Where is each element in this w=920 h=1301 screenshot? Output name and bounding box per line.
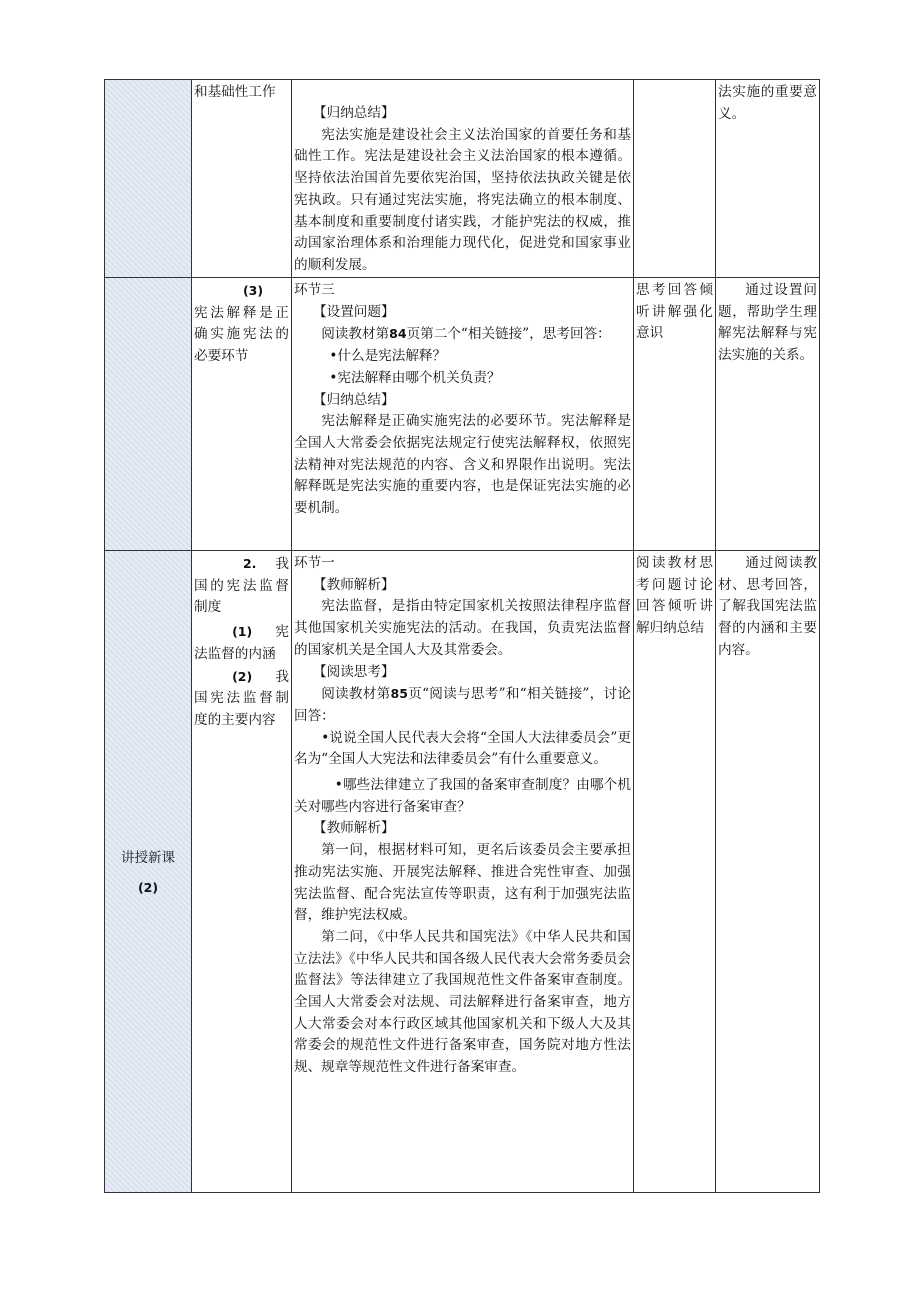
subtopic-1-text-1: 宪 <box>268 624 289 641</box>
subtopic-2-text-2: 国宪法监督制度的主要内容 <box>194 690 289 728</box>
topic-text-2: 法解释是正确实施宪法的必要环节 <box>194 304 289 365</box>
subtopic-2-number: (2) <box>232 668 253 684</box>
lesson-plan-table <box>104 79 820 1193</box>
topic-text-1: 宪 <box>194 304 211 321</box>
read-post: 页“阅读与思考”和“相关链接”，讨论回答： <box>294 686 631 724</box>
subtopic-1-text-2: 法监督的内涵 <box>194 645 276 662</box>
method-text: 阅读教材思考问题讨论回答倾听讲解归纳总结 <box>636 555 713 637</box>
question-2: •哪些法律建立了我国的备案审查制度？由哪个机关对哪些内容进行备案审查？ <box>294 777 631 815</box>
intent-text: 法实施的重要意义。 <box>718 84 817 122</box>
topic-text: 我国的宪法监督制度 <box>194 556 289 616</box>
method-text: 思考回答倾听讲解强化意识 <box>636 282 713 342</box>
read-page: 85 <box>390 686 408 702</box>
question-2: •宪法解释由哪个机关负责？ <box>329 369 501 386</box>
answer-1: 第一问，根据材料可知，更名后该委员会主要承担推动宪法实施、开展宪法解释、推进合宪性审查、加强宪法监督、配合宪法宣传等职责，这有利于加强宪法监督，维护宪法权威。 <box>294 842 631 924</box>
intent-text: 通过设置问题，帮助学生理解宪法解释与宪法实施的关系。 <box>718 282 817 364</box>
stage-cell <box>105 551 192 1193</box>
table-row <box>105 551 820 1193</box>
subtopic-2-text-1: 我 <box>268 668 289 685</box>
summary-label: 【归纳总结】 <box>313 105 395 121</box>
stage-cell <box>105 278 192 551</box>
read-label: 【阅读思考】 <box>313 663 395 680</box>
read-instruction <box>294 683 631 727</box>
method-cell <box>634 80 716 278</box>
intent-text: 通过阅读教材、思考回答，了解我国宪法监督的内涵和主要内容。 <box>718 555 817 658</box>
intent-cell <box>716 551 820 1193</box>
intent-cell <box>716 278 820 551</box>
subtopic-1-number: (1) <box>232 624 253 640</box>
stage-number: (2) <box>137 879 159 895</box>
topic-cell <box>192 80 292 278</box>
topic-heading <box>194 553 289 619</box>
question-label: 【设置问题】 <box>313 303 395 320</box>
stage-cell <box>105 80 192 278</box>
table-row <box>105 80 820 278</box>
topic-number: (3) <box>242 283 264 298</box>
read-post: 页第二个“相关链接”，思考回答： <box>406 326 611 343</box>
read-instruction <box>294 323 631 346</box>
summary-text: 宪法实施是建设社会主义法治国家的首要任务和基础性工作。宪法是建设社会主义法治国家的根本遵循。坚持依法治国首先要依宪治国，坚持依法执政关键是依宪执政。只有通过宪法实施，将宪法确立的根本制度、基本制度和重要制度付诸实践，才能护宪法的权威，推动国家治理体系和治理能力现代化，促进党和国家事业的顺利发展。 <box>294 126 631 273</box>
content-cell <box>292 278 634 551</box>
question-1: •说说全国人民代表大会将“全国人大法律委员会”更名为“全国人大宪法和法律委员会”有什么重要意义。 <box>294 729 631 768</box>
summary-text: 宪法解释是正确实施宪法的必要环节。宪法解释是全国人大常委会依据宪法规定行使宪法解释权，依照宪法精神对宪法规范的内容、含义和界限作出说明。宪法解释既是宪法实施的重要内容，也是保证宪法实施的必要机制。 <box>294 413 631 517</box>
subtopic-1 <box>194 621 289 665</box>
teacher-label-2: 【教师解析】 <box>313 820 395 837</box>
read-pre: 阅读教材第 <box>321 686 391 703</box>
content-cell <box>292 551 634 1193</box>
topic-heading <box>194 280 289 368</box>
content-cell <box>292 80 634 278</box>
teacher-label: 【教师解析】 <box>313 576 395 593</box>
question-1: •什么是宪法解释？ <box>329 348 447 365</box>
topic-cell <box>192 278 292 551</box>
summary-label: 【归纳总结】 <box>313 391 395 408</box>
subtopic-2 <box>194 666 289 732</box>
method-cell <box>634 278 716 551</box>
stage-title: 环节一 <box>294 555 335 571</box>
table-row <box>105 278 820 551</box>
topic-cell <box>192 551 292 1193</box>
intent-cell <box>716 80 820 278</box>
read-pre: 阅读教材第 <box>321 326 390 343</box>
topic-text: 和基础性工作 <box>194 84 276 100</box>
teacher-text: 宪法监督，是指由特定国家机关按照法律程序监督其他国家机关实施宪法的活动。在我国，负责宪法监督的国家机关是全国人大及其常委会。 <box>294 598 631 658</box>
stage-label: 讲授新课 <box>121 849 175 866</box>
topic-number: 2. <box>242 556 257 571</box>
stage-title: 环节三 <box>294 282 335 298</box>
read-page: 84 <box>389 326 407 342</box>
method-cell <box>634 551 716 1193</box>
answer-2: 第二问，《中华人民共和国宪法》《中华人民共和国立法法》《中华人民共和国各级人民代表大会常务委员会监督法》等法律建立了我国规范性文件备案审查制度。全国人大常委会对法规、司法解释进行备案审查，地方人大常委会对本行政区域其他国家机关和下级人大及其常委会的规范性文件进行备案审查，国务院对地方性法规、规章等规范性文件进行备案审查。 <box>294 928 631 1076</box>
